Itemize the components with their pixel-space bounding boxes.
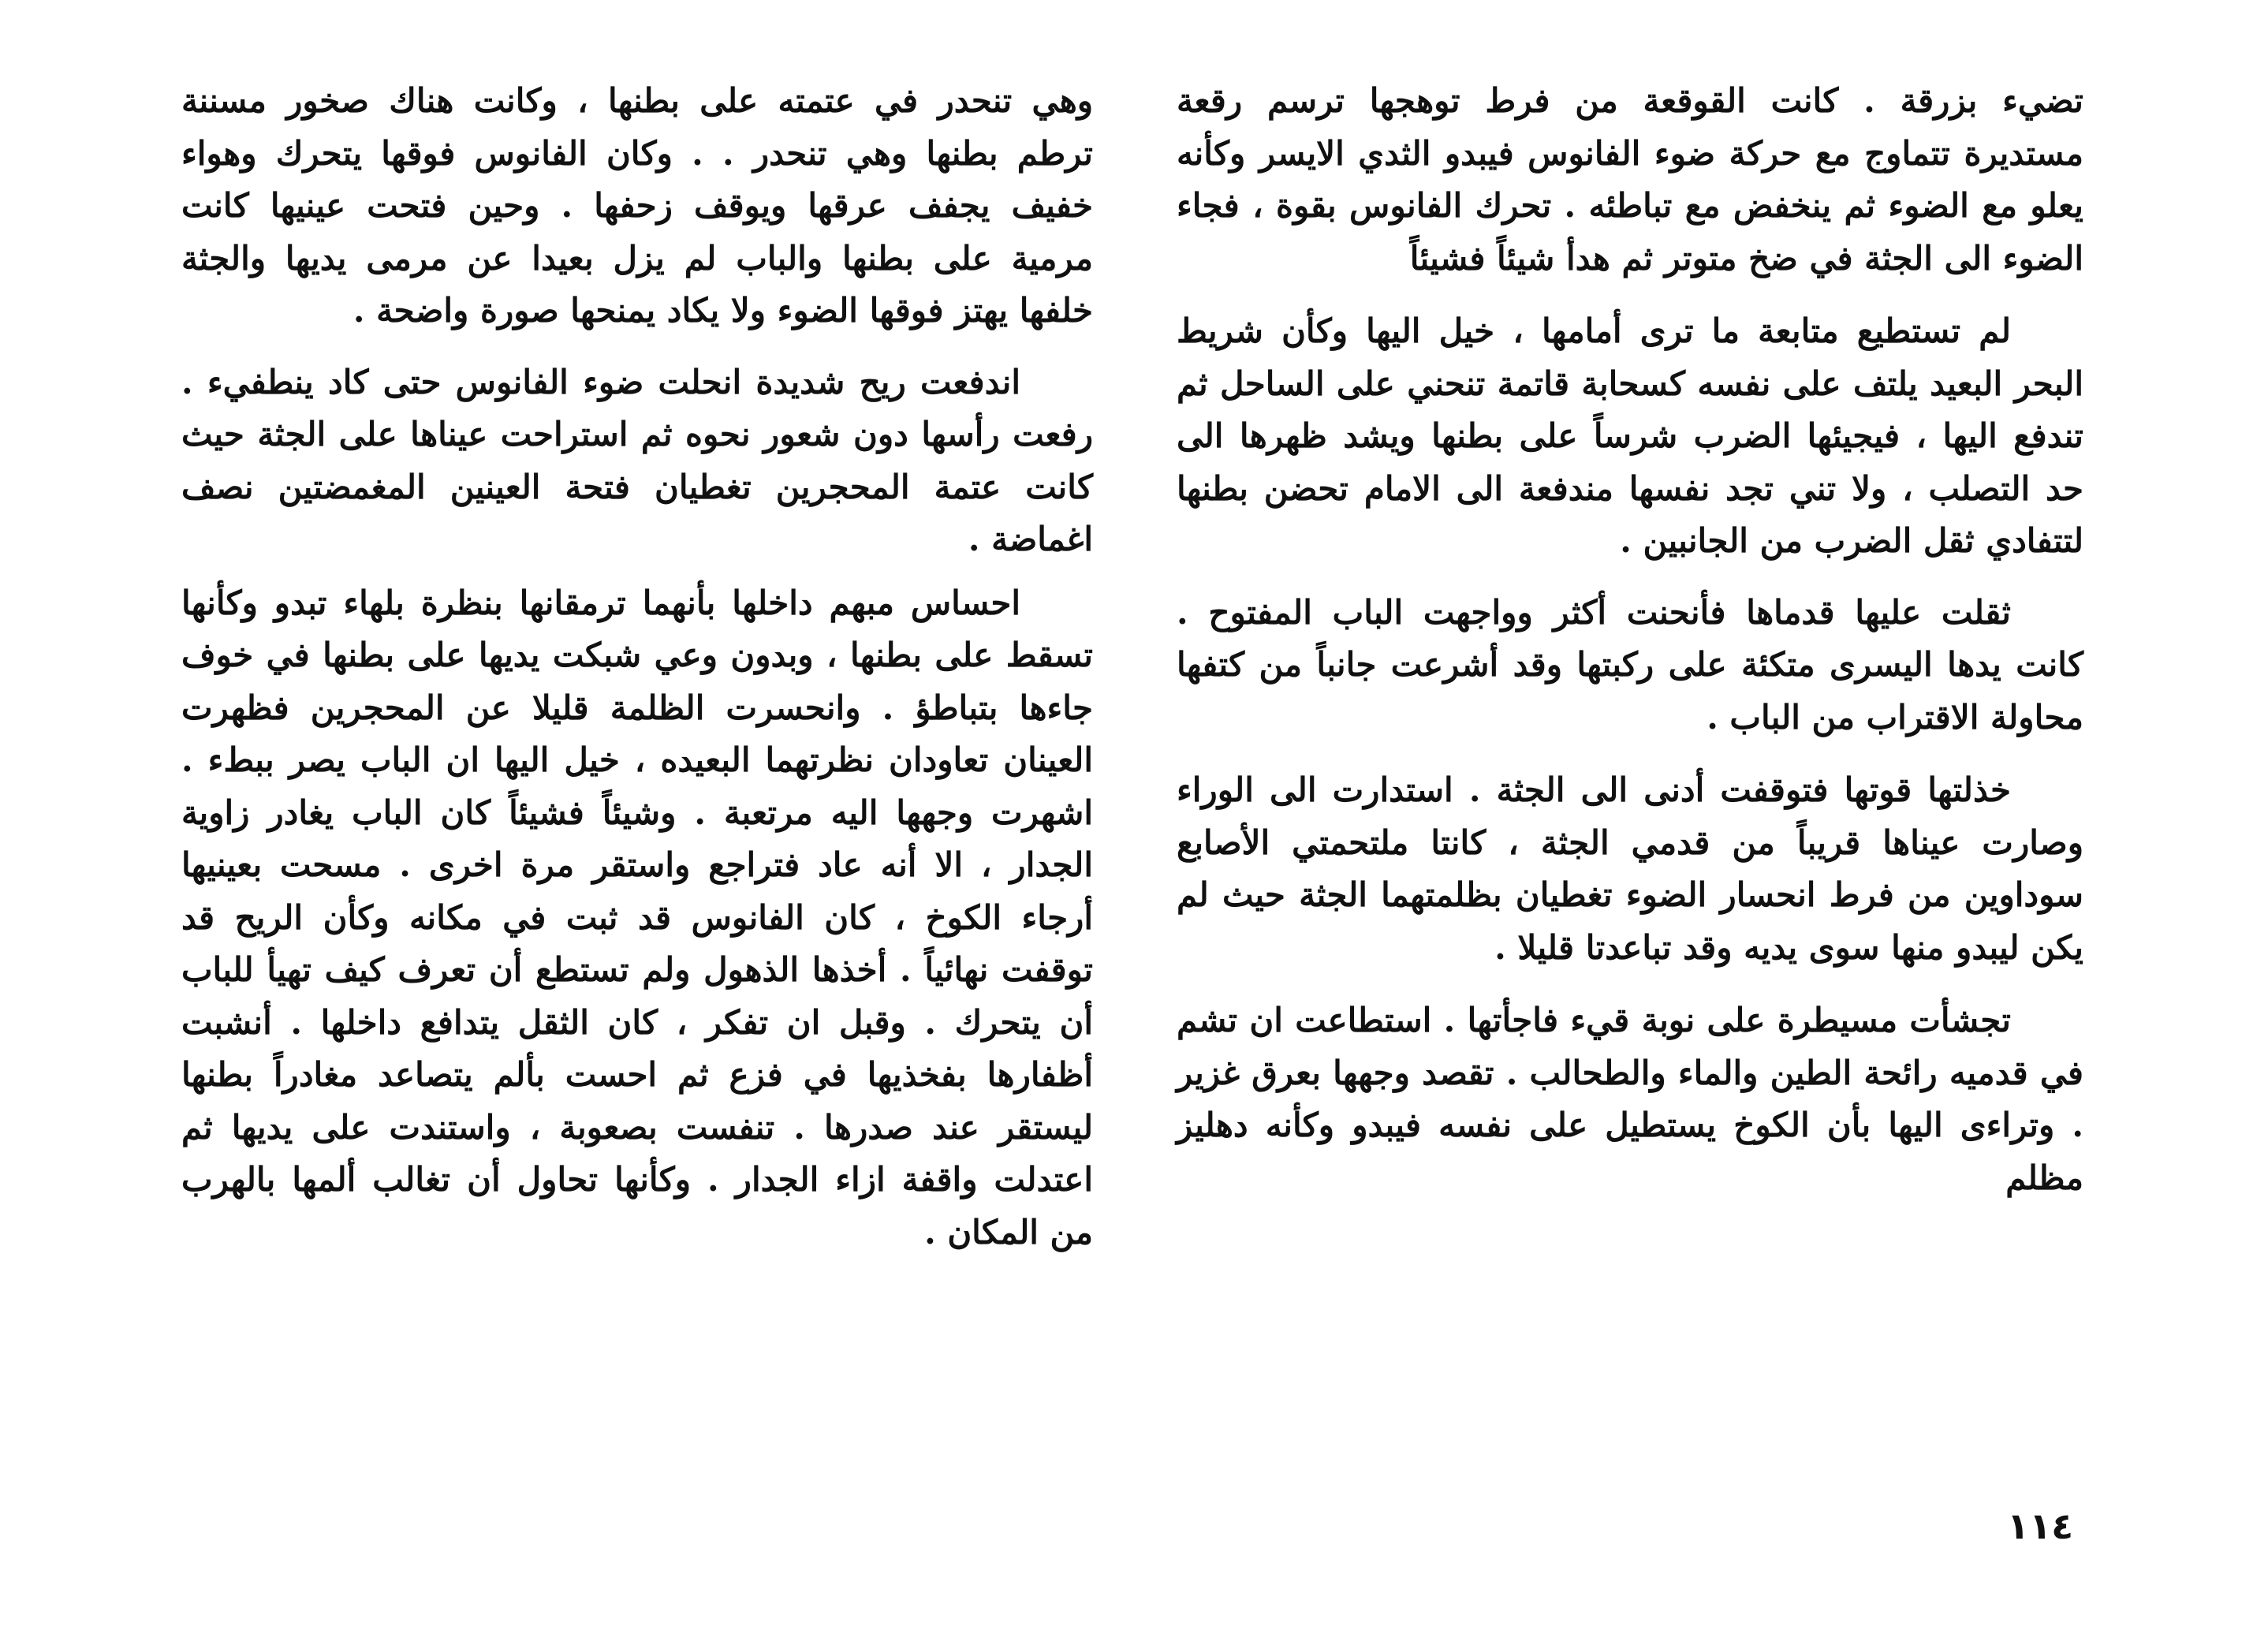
paragraph: اندفعت ريح شديدة انحلت ضوء الفانوس حتى كاد ينطفيء . رفعت رأسها دون شعور نحوه ثم استراحت عيناها على الجثة حيث كانت عتمة المحجرين تغطيان فتحة العينين المغمضتين نصف اغماضة . (181, 362, 1093, 558)
paragraph: تضيء بزرقة . كانت القوقعة من فرط توهجها ترسم رقعة مستديرة تتماوج مع حركة ضوء الفانوس فيبدو الثدي الايسر وكأنه يعلو مع الضوء ثم ينخفض مع تباطئه . تحرك الفانوس بقوة ، فجاء الضوء الى الجثة في ضخ متوتر ثم هدأ شيئاً فشيئاً (1177, 81, 2083, 278)
paragraph: لم تستطيع متابعة ما ترى أمامها ، خيل اليها وكأن شريط البحر البعيد يلتف على نفسه كسحابة قاتمة تنحني على الساحل ثم تندفع اليها ، فيجيئها الضرب شرساً على بطنها ويشد ظهرها الى حد التصلب ، ولا تني تجد نفسها مندفعة الى الامام تحضن بطنها لتتفادي ثقل الضرب من الجانبين . (1177, 312, 2083, 560)
paragraph: تجشأت مسيطرة على نوبة قيء فاجأتها . استطاعت ان تشم في قدميه رائحة الطين والماء والطحالب . تقصد وجهها بعرق غزير . وتراءى اليها بأن الكوخ يستطيل على نفسه فيبدو وكأنه دهليز مظلم (1177, 1001, 2084, 1197)
paragraph: خذلتها قوتها فتوقفت أدنى الى الجثة . استدارت الى الوراء وصارت عيناها قريباً من قدمي الجثة ، كانتا ملتحمتي الأصابع سوداوين من فرط انحسار الضوء تغطيان بظلمتهما الجثة حيث لم يكن ليبدو منها سوى يديه وقد تباعدتا قليلا . (1177, 770, 2083, 967)
right-column (1177, 75, 2083, 1204)
paragraph: ثقلت عليها قدماها فأنحنت أكثر وواجهت الباب المفتوح . كانت يدها اليسرى متكئة على ركبتها وقد أشرعت جانباً من كتفها محاولة الاقتراب من الباب . (1177, 592, 2083, 737)
paragraph: وهي تنحدر في عتمته على بطنها ، وكانت هناك صخور مسننة ترطم بطنها وهي تنحدر . . وكان الفانوس فوقها يتحرك وهواء خفيف يجفف عرقها ويوقف زحفها . وحين فتحت عينيها كانت مرمية على بطنها والباب لم يزل بعيدا عن مرمى يديها والجثة خلفها يهتز فوقها الضوء ولا يكاد يمنحها صورة واضحة . (181, 81, 1093, 330)
left-column (181, 75, 1093, 1259)
page-number: ١١٤ (2007, 1505, 2074, 1547)
paragraph: احساس مبهم داخلها بأنهما ترمقانها بنظرة بلهاء تبدو وكأنها تسقط على بطنها ، وبدون وعي شبكت يديها على بطنها في خوف جاءها بتباطؤ . وانحسرت الظلمة قليلا عن المحجرين فظهرت العينان تعاودان نظرتهما البعيده ، خيل اليها ان الباب يصر ببطء . اشهرت وجهها اليه مرتعبة . وشيئاً فشيئاً كان الباب يغادر زاوية الجدار ، الا أنه عاد فتراجع واستقر مرة اخرى . مسحت بعينيها أرجاء الكوخ ، كان الفانوس قد ثبت في مكانه وكأن الريح قد توقفت نهائياً . أخذها الذهول ولم تستطع أن تعرف كيف تهيأ للباب أن يتحرك . وقبل ان تفكر ، كان الثقل يتدافع داخلها . أنشبت أظفارها بفخذيها في فزع ثم احست بألم يتصاعد مغادراً بطنها ليستقر عند صدرها . تنفست بصعوبة ، واستندت على يديها ثم اعتدلت واقفة ازاء الجدار . وكأنها تحاول أن تغالب ألمها بالهرب من المكان . (181, 583, 1093, 1252)
